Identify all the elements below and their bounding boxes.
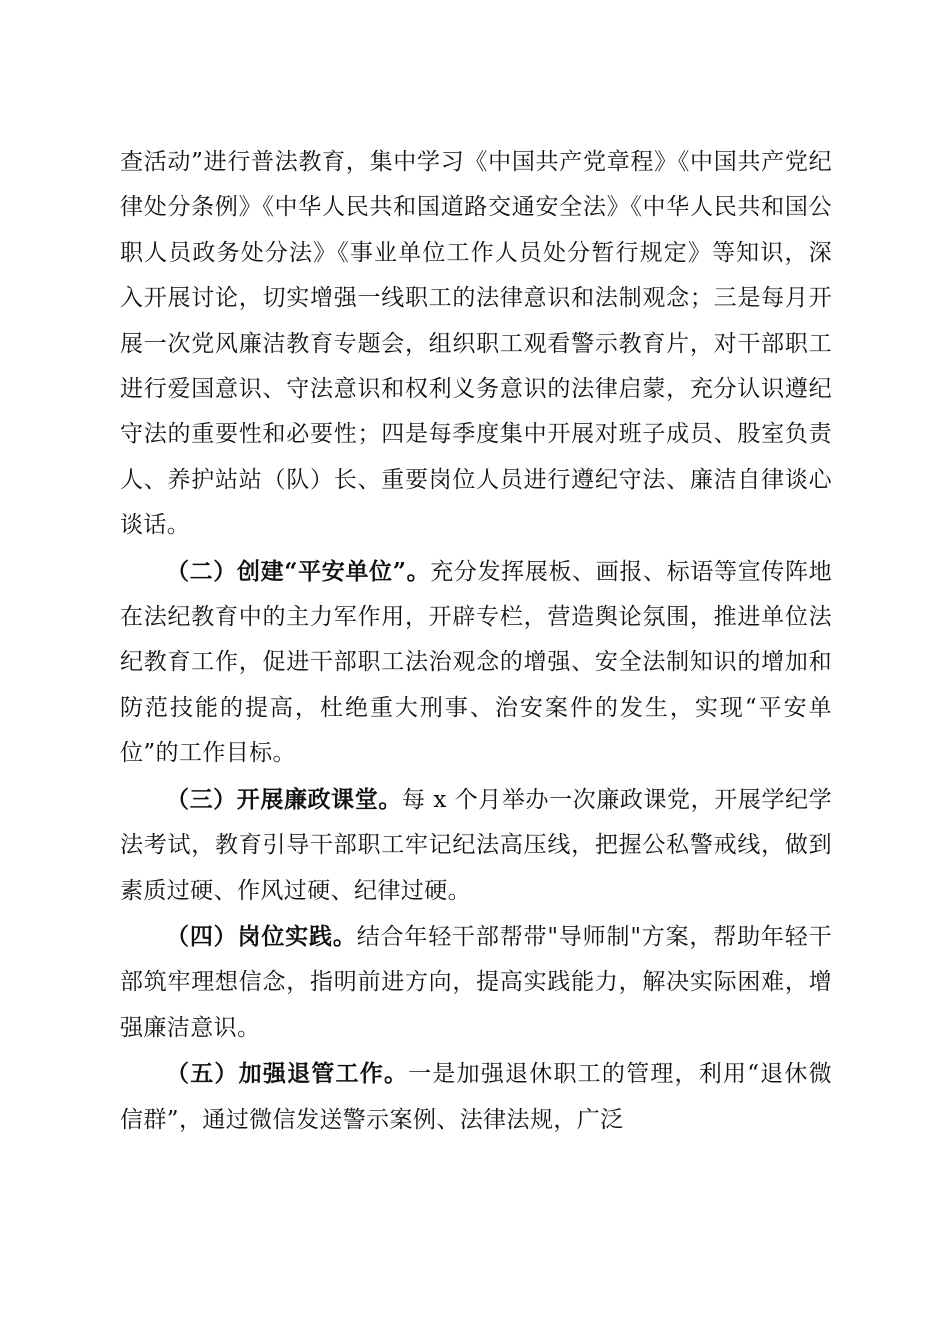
paragraph-text: 每 x 个月举办一次廉政课党，开展学纪学法考试，教育引导干部职工牢记纪法高压线，把握公私警戒线，做到素质过硬、作风过硬、纪律过硬。 [120, 786, 833, 904]
paragraph-text: 查活动”进行普法教育，集中学习《中国共产党章程》《中国共产党纪律处分条例》《中华人民共和国道路交通安全法》《中华人民共和国公职人员政务处分法》《事业单位工作人员处分暂行规定》等知识，深入开展讨论，切实增强一线职工的法律意识和法制观念；三是每月开展一次党风廉洁教育专题会，组织职工观看警示教育片，对干部职工进行爱国意识、守法意识和权利义务意识的法律启蒙，充分认识遵纪守法的重要性和必要性；四是每季度集中开展对班子成员、股室负责人、养护站站（队）长、重要岗位人员进行遵纪守法、廉洁自律谈心谈话。 [120, 149, 832, 539]
paragraph-text: 充分发挥展板、画报、标语等宣传阵地在法纪教育中的主力军作用，开辟专栏，营造舆论氛围，推进单位法纪教育工作，促进干部职工法治观念的增强、安全法制知识的增加和防范技能的提高，杜绝重大刑事、治安案件的发生，实现“平安单位”的工作目标。 [120, 558, 832, 767]
paragraph-text: 结合年轻干部帮带"导师制"方案，帮助年轻干部筑牢理想信念，指明前进方向，提高实践能力，解决实际困难，增强廉洁意识。 [120, 923, 833, 1041]
paragraph-heading: （四）岗位实践。 [166, 922, 357, 950]
paragraph-job-practice [120, 914, 832, 1051]
paragraph-text: 一是加强退休职工的管理，利用“退休微信群”，通过微信发送警示案例、法律法规，广泛 [120, 1061, 833, 1133]
document-body [120, 140, 832, 1143]
paragraph-continued [120, 140, 832, 549]
paragraph-safe-unit [120, 549, 832, 777]
paragraph-retiree-management [120, 1051, 832, 1143]
paragraph-heading: （五）加强退管工作。 [166, 1060, 409, 1088]
paragraph-heading: （三）开展廉政课堂。 [166, 785, 402, 813]
paragraph-integrity-class [120, 777, 832, 914]
paragraph-heading: （二）创建“平安单位”。 [166, 557, 431, 585]
